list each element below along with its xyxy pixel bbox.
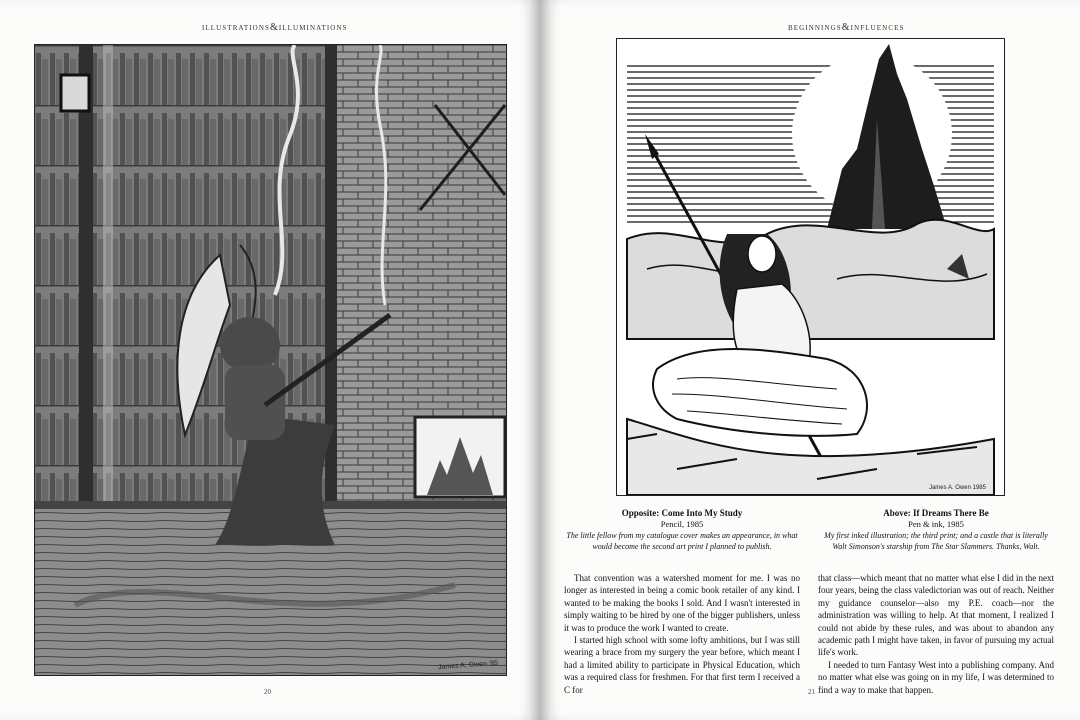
right-page-number: 21 xyxy=(808,688,815,696)
artist-signature: James A. Owen '85 xyxy=(437,659,499,672)
left-page-number: 20 xyxy=(264,688,271,696)
caption-description: My first inked illustration; the third print; and a castle that is literally Walt Simonson's starship from The Star Slammers. Thanks, Walt. xyxy=(824,531,1048,551)
running-head-part2: INFLUENCES xyxy=(850,24,905,32)
right-page xyxy=(540,0,1080,720)
body-column-right xyxy=(818,572,1054,696)
body-column-left xyxy=(564,572,800,696)
pencil-illustration-come-into-my-study xyxy=(34,44,507,676)
running-head-ampersand: & xyxy=(269,22,279,33)
ink-illustration-if-dreams-there-be xyxy=(616,38,1005,496)
caption-title: Above: If Dreams There Be xyxy=(883,508,989,518)
artist-signature: James A. Owen 1985 xyxy=(928,485,986,491)
right-running-head xyxy=(788,22,904,33)
body-paragraph: I needed to turn Fantasy West into a publishing company. And no matter what else was going on in my life, I was determined to find a way to make that happen. xyxy=(818,659,1054,695)
body-paragraph: That convention was a watershed moment for me. I was no longer as interested in being a comic book retailer of any kind. I wanted to be making the books I sold. And I wasn't interested in simply waiting to be hired by one of the bigger publishers, unless it was to produce the work I wanted to create. xyxy=(564,573,800,633)
body-paragraph: that class—which meant that no matter what else I did in the next four years, being the class valedictorian was out of reach. Neither my guidance counselor—also my P.E. coach—nor the administration was willing to help. At that moment, I realized I could not abide by these rules, and was about to abandon any academic path I might have taken, in favor of pursuing my actual life's work. xyxy=(818,573,1054,658)
caption-description: The little fellow from my catalogue cover makes an appearance, in what would become the second art print I planned to publish. xyxy=(566,531,798,551)
caption-title: Opposite: Come Into My Study xyxy=(621,508,743,518)
study-drawing xyxy=(35,45,506,675)
dreams-drawing xyxy=(617,39,1004,495)
running-head-ampersand: & xyxy=(841,22,851,33)
caption-medium: Pencil, 1985 xyxy=(660,519,704,529)
body-paragraph: I started high school with some lofty ambitions, but I was still wearing a brace from my surgery the year before, which meant I had a limited ability to participate in Physical Education, which was a required class for freshmen. For that first term I received a C for xyxy=(564,635,800,695)
running-head-part1: BEGINNINGS xyxy=(788,24,842,32)
caption-opposite xyxy=(564,508,800,552)
caption-above xyxy=(818,508,1054,552)
running-head-part1: ILLUSTRATIONS xyxy=(202,24,270,32)
running-head-part2: ILLUMINATIONS xyxy=(278,24,348,32)
left-running-head xyxy=(202,22,348,33)
caption-medium: Pen & ink, 1985 xyxy=(908,519,964,529)
